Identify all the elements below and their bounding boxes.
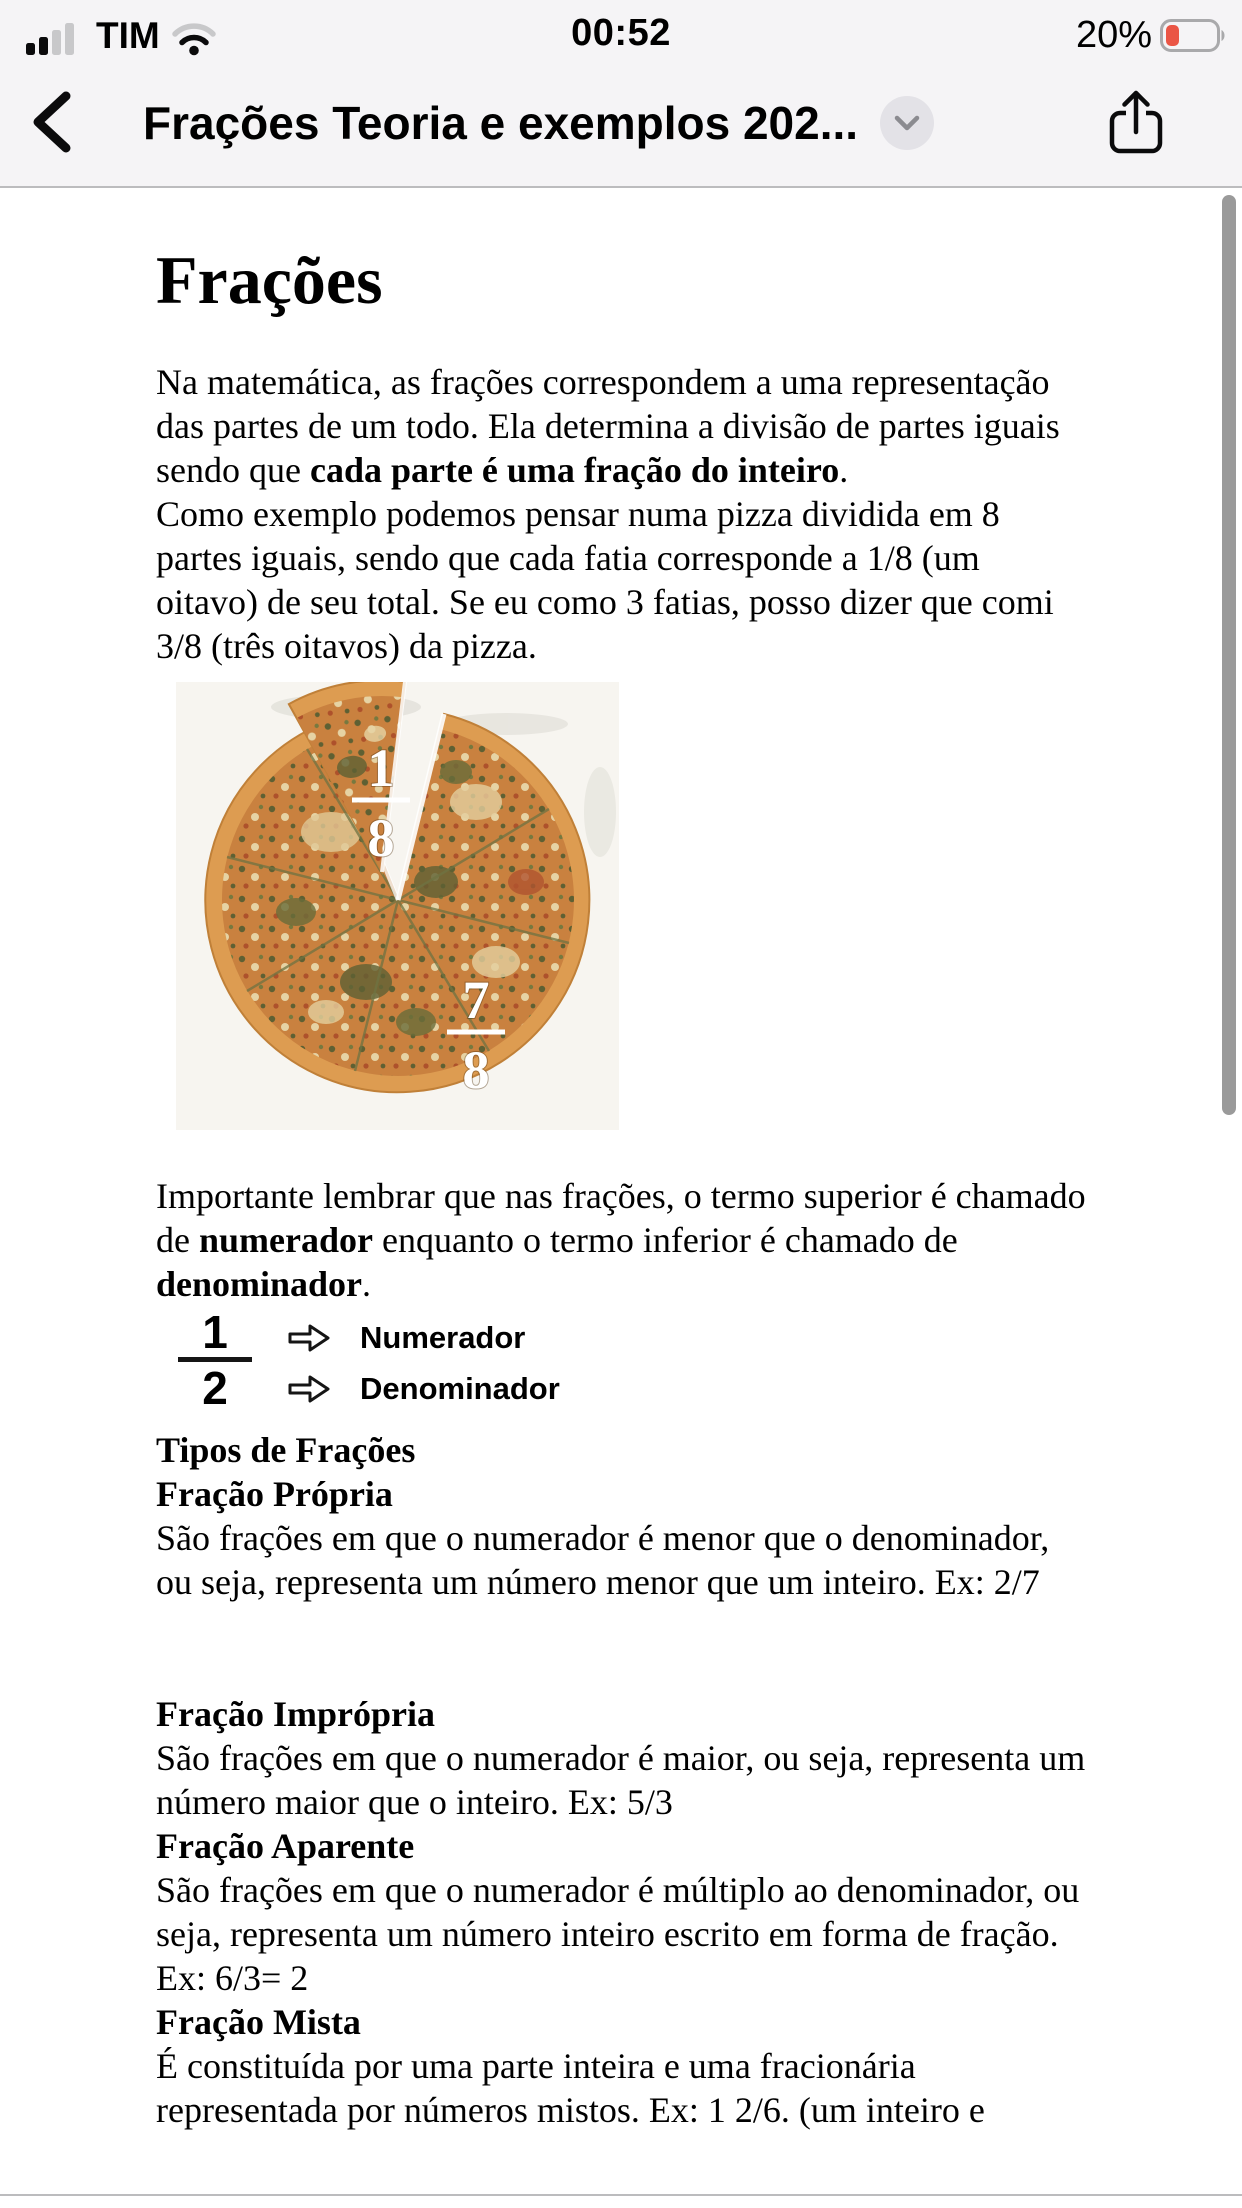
svg-text:8: 8: [462, 1040, 490, 1100]
section-heading: Tipos de Frações: [156, 1430, 416, 1470]
intro-paragraph: Na matemática, as frações correspondem a uma representação das partes de um todo. Ela determina a divisão de partes iguais sendo que cada parte é uma fração do inteiro.: [156, 362, 1060, 490]
back-button[interactable]: [28, 90, 74, 154]
section-paragraph: São frações em que o numerador é menor que o denominador, ou seja, representa um número menor que um inteiro. Ex: 2/7: [156, 1518, 1050, 1602]
section-heading: Fração Própria: [156, 1474, 393, 1514]
chevron-down-icon: [894, 114, 920, 132]
section-paragraph: São frações em que o numerador é múltiplo ao denominador, ou seja, representa um número inteiro escrito em forma de fração. Ex: 6/3= 2: [156, 1870, 1080, 1998]
navigation-bar: [0, 62, 1242, 184]
top-chrome: [0, 0, 1242, 188]
document-title: Frações Teoria e exemplos 202...: [143, 97, 859, 149]
chevron-left-icon: [28, 90, 74, 154]
svg-text:8: 8: [367, 808, 395, 868]
document-page: [0, 188, 1242, 2132]
section-heading: Fração Aparente: [156, 1826, 415, 1866]
section-paragraph: É constituída por uma parte inteira e uma fracionária representada por números mistos. Ex: 1 2/6. (um inteiro e: [156, 2046, 985, 2130]
battery-icon: [1160, 19, 1226, 52]
svg-text:7: 7: [462, 970, 490, 1030]
status-right-cluster: [1076, 14, 1226, 57]
section-heading: Fração Imprópria: [156, 1694, 435, 1734]
hollow-right-arrow-icon: [286, 1321, 332, 1355]
fraction-terms-figure: [178, 1306, 1088, 1414]
fraction-term-rows: [286, 1310, 560, 1414]
fraction-denominator: 2: [202, 1362, 228, 1414]
section-heading: Fração Mista: [156, 2002, 361, 2042]
fraction-numerator: 1: [178, 1310, 252, 1362]
document-view[interactable]: [0, 188, 1242, 2208]
svg-text:1: 1: [367, 738, 395, 798]
section-gap: [156, 1604, 1088, 1692]
carrier-label: TIM: [96, 15, 160, 56]
document-title-row: [143, 62, 934, 184]
title-menu-button[interactable]: [880, 96, 934, 150]
numerator-row: [286, 1312, 560, 1363]
share-button[interactable]: [1108, 86, 1164, 163]
fraction-types-sections: [156, 1428, 1088, 2132]
scrollbar-thumb[interactable]: [1222, 195, 1236, 1115]
denominator-label: Denominador: [360, 1370, 560, 1406]
clock: 00:52: [571, 12, 671, 54]
terms-paragraph: Importante lembrar que nas frações, o termo superior é chamado de numerador enquanto o termo inferior é chamado de denominador.: [156, 1176, 1086, 1304]
share-icon: [1108, 86, 1164, 158]
pizza-example-paragraph: Como exemplo podemos pensar numa pizza dividida em 8 partes iguais, sendo que cada fatia corresponde a 1/8 (um oitavo) de seu total. Se eu como 3 fatias, posso dizer que comi 3/8 (três oitavos) da pizza.: [156, 494, 1054, 666]
section-paragraph: São frações em que o numerador é maior, ou seja, representa um número maior que o inteiro. Ex: 5/3: [156, 1738, 1086, 1822]
bottom-toolbar-edge: [0, 2194, 1242, 2196]
page-title: Frações: [156, 242, 383, 318]
pizza-figure: [176, 682, 619, 1130]
battery-percent-label: 20%: [1075, 14, 1152, 56]
denominator-row: [286, 1363, 560, 1414]
numerator-label: Numerador: [360, 1319, 526, 1355]
fraction-one-half: [178, 1306, 252, 1414]
hollow-right-arrow-icon: [286, 1372, 332, 1406]
